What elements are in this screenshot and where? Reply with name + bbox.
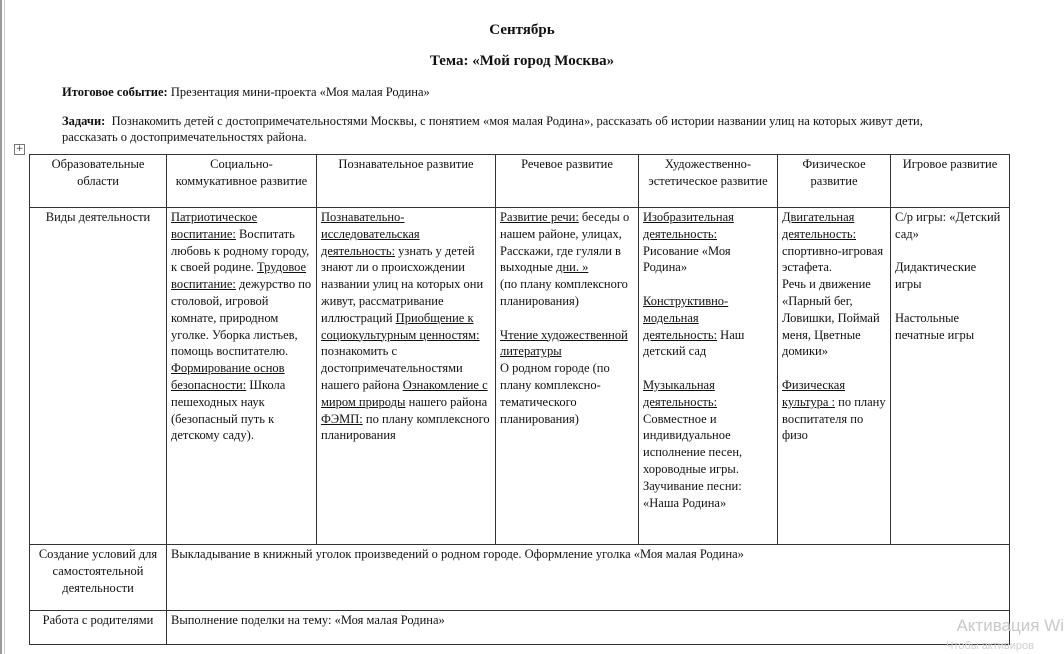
cognitive-text: по плану комплексного планирования: [321, 411, 490, 443]
row-label: Работа с родителями: [30, 611, 167, 645]
physical-heading: Двигательная деятельность:: [782, 210, 857, 241]
social-text: Школа пешеходных наук (безопасный путь к детскому саду).: [171, 377, 286, 443]
header-cell: Речевое развитие: [496, 155, 639, 208]
art-text: Наш детский сад: [643, 327, 745, 359]
cognitive-heading: Ознакомление с миром природы: [321, 377, 488, 409]
speech-heading: Чтение художественной литературы: [500, 327, 628, 359]
page-edge-inner: [4, 0, 5, 654]
speech-cell: [496, 208, 639, 545]
activities-row: [30, 208, 1010, 545]
header-cell: Художественно-эстетическое развитие: [639, 155, 778, 208]
physical-text: спортивно-игровая эстафета.: [782, 243, 884, 275]
social-text: дежурство по столовой, игровой комнате, природном уголке. Уборка листьев, помощь воспитателю.: [171, 277, 312, 359]
page-edge: [0, 0, 2, 654]
cognitive-text: узнать у детей знают ли о происхождении названии улиц на которых они живут, рассматривание иллюстраций: [321, 243, 484, 325]
table-move-handle-icon[interactable]: +: [15, 144, 24, 154]
game-text: Настольные печатные игры: [895, 310, 975, 342]
final-event: [62, 85, 430, 100]
cognitive-heading: ФЭМП:: [321, 411, 363, 426]
speech-text: беседы о нашем районе, улицах, Расскажи, где гуляли в выходные: [500, 210, 630, 275]
parents-text: Выполнение поделки на тему: «Моя малая Родина»: [167, 611, 1010, 645]
art-heading: Конструктивно-модельная деятельность:: [643, 293, 729, 342]
art-text: Рисование «Моя Родина»: [643, 243, 731, 275]
activation-watermark-subtitle: Чтобы активиров: [946, 640, 1034, 652]
cognitive-heading: Познавательно-исследовательская деятельность:: [321, 210, 420, 258]
social-text: Воспитать любовь к родному городу, к своей родине.: [171, 226, 310, 275]
art-text: Совместное и индивидуальное исполнение песен, хороводные игры. Заучивание песни: «Наша Родина»: [643, 411, 743, 510]
game-cell: [891, 208, 1010, 545]
speech-text: О родном городе (по плану комплексно-тематического планирования): [500, 361, 610, 426]
art-cell: [639, 208, 778, 545]
cognitive-text: познакомить с достопримечательностями нашего района: [321, 344, 463, 392]
table-header-row: [30, 155, 1010, 208]
game-text: С/р игры: «Детский сад»: [895, 210, 1001, 241]
physical-heading: Физическая культура :: [782, 377, 846, 409]
activation-watermark: Активация Wi: [956, 616, 1064, 635]
header-cell: Социально-коммукативное развитие: [167, 155, 317, 208]
row-label: Создание условий для самостоятельной деятельности: [30, 545, 167, 611]
physical-cell: [778, 208, 891, 545]
social-heading: Формирование основ безопасности:: [171, 361, 285, 392]
header-cell: Познавательное развитие: [317, 155, 496, 208]
speech-heading: дни. »: [556, 260, 589, 275]
row-label: Виды деятельности: [30, 208, 167, 545]
conditions-row: [30, 545, 1010, 611]
header-cell: Образовательные области: [30, 155, 167, 208]
theme-title: Тема: «Мой город Москва»: [429, 53, 615, 69]
physical-text: по плану воспитателя по: [782, 394, 886, 426]
final-event-label: Итоговое событие:: [62, 85, 168, 99]
game-text: Дидактические игры: [895, 260, 977, 292]
cognitive-cell: [317, 208, 496, 545]
speech-text: (по плану комплексного планирования): [500, 277, 628, 308]
cognitive-heading: Приобщение к социокультурным ценностям:: [321, 310, 480, 342]
tasks-label: Задачи:: [62, 114, 106, 128]
physical-text: Речь и движение «Парный бег, Ловишки, Поймай меня, Цветные домики»: [782, 277, 880, 359]
month-title: Сентябрь: [489, 22, 555, 38]
tasks: [62, 113, 962, 145]
speech-heading: Развитие речи:: [500, 210, 579, 224]
art-heading: Музыкальная деятельность:: [643, 377, 718, 409]
physical-text: физо: [782, 428, 808, 443]
social-heading: Патриотическое воспитание:: [171, 210, 258, 241]
header-cell: Физическое развитие: [778, 155, 891, 208]
conditions-text: Выкладывание в книжный уголок произведений о родном городе. Оформление уголка «Моя малая Родина»: [167, 545, 1010, 611]
social-cell: [167, 208, 317, 545]
art-heading: Изобразительная деятельность:: [643, 210, 734, 241]
tasks-text: Познакомить детей с достопримечательностями Москвы, с понятием «моя малая Родина», рассказать об истории названии улиц на которых живут дети, рассказать о достопримечательностях района.: [62, 114, 923, 144]
plan-table: [29, 154, 1010, 645]
parents-row: [30, 611, 1010, 645]
social-heading: Трудовое воспитание:: [171, 260, 307, 292]
header-cell: Игровое развитие: [891, 155, 1010, 208]
cognitive-text: нашего района: [408, 394, 488, 409]
final-event-text: Презентация мини-проекта «Моя малая Родина»: [170, 85, 430, 99]
